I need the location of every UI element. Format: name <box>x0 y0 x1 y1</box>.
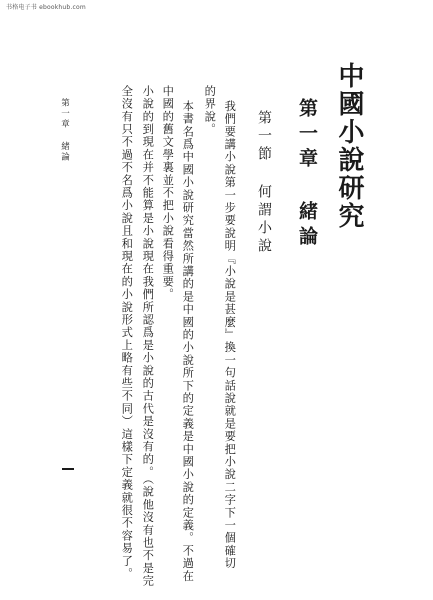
page-number <box>62 468 74 470</box>
body-column-3: 本書名爲中國小說研究當然所講的是中國的小說所下的定義是中國小說的定義。不過在 <box>181 100 195 583</box>
body-column-4: 中國的舊文學裏並不把小說看得重要。 <box>161 85 175 301</box>
body-column-2: 的界說。 <box>203 85 217 136</box>
running-head: 第一章 緒論 <box>59 98 70 163</box>
body-column-6: 全沒有只不過不名爲小說且和現在的小說形式上略有些不同）這樣下定義就很不容易了。 <box>120 85 134 581</box>
chapter-title: 第一章 緒論 <box>296 98 318 251</box>
body-column-1: 我們要講小說第一步要說明『小說是甚麼』換一句話說就是要把小說二字下一個確切 <box>223 100 237 570</box>
corner-stamp: 书格电子书 ebookhub.com <box>6 4 86 11</box>
section-title: 第一節 何謂小說 <box>256 110 272 256</box>
body-column-5: 小說的到現在并不能算是小說現在我們所認爲是小說的古代是沒有的。（說他沒有也不是完 <box>141 85 155 588</box>
book-title: 中國小說研究 <box>334 62 364 230</box>
